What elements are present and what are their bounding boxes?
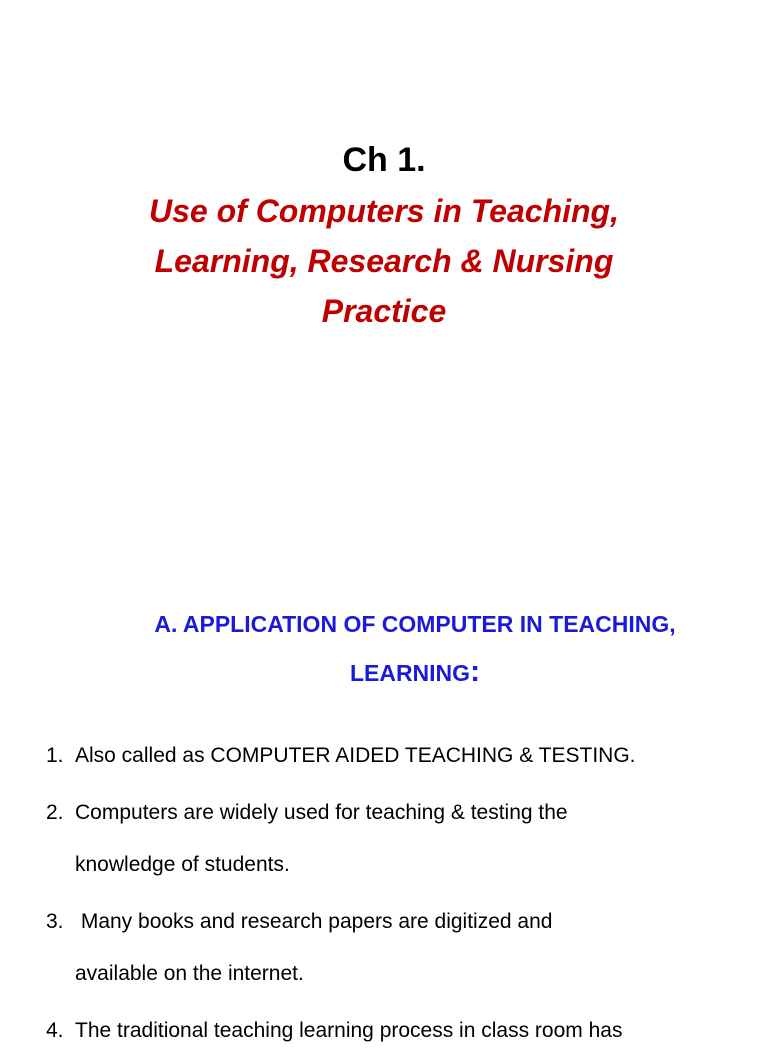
chapter-label: Ch 1. bbox=[342, 141, 426, 179]
list-item bbox=[0, 730, 768, 782]
section-heading bbox=[110, 600, 720, 697]
chapter-title bbox=[90, 186, 678, 336]
list-item-text: knowledge of students. bbox=[75, 853, 290, 876]
list-item-number: 3. bbox=[46, 910, 64, 933]
list-item bbox=[0, 1005, 768, 1057]
section-heading-colon: : bbox=[470, 655, 481, 688]
numbered-list bbox=[0, 730, 768, 1062]
section-heading-line: A. APPLICATION OF COMPUTER IN TEACHING, bbox=[154, 611, 676, 637]
list-item-number: 2. bbox=[46, 801, 64, 824]
list-item-text: Many books and research papers are digitized and bbox=[75, 910, 553, 933]
section-heading-text: LEARNING bbox=[349, 660, 471, 686]
chapter-title-line: Use of Computers in Teaching, bbox=[149, 193, 619, 229]
chapter-title-line: Practice bbox=[321, 293, 447, 329]
list-item-number: 4. bbox=[46, 1019, 64, 1042]
list-item-text: available on the internet. bbox=[75, 962, 304, 985]
section-heading-line-2 bbox=[110, 648, 720, 697]
list-item-text: Also called as COMPUTER AIDED TEACHING & TESTING. bbox=[75, 744, 636, 767]
list-item bbox=[0, 787, 768, 891]
list-item-text: The traditional teaching learning process in class room has bbox=[75, 1019, 623, 1042]
list-item-number: 1. bbox=[46, 744, 64, 767]
list-item bbox=[0, 896, 768, 1000]
list-item-text: Computers are widely used for teaching & testing the bbox=[75, 801, 568, 824]
chapter-title-line: Learning, Research & Nursing bbox=[154, 243, 614, 279]
